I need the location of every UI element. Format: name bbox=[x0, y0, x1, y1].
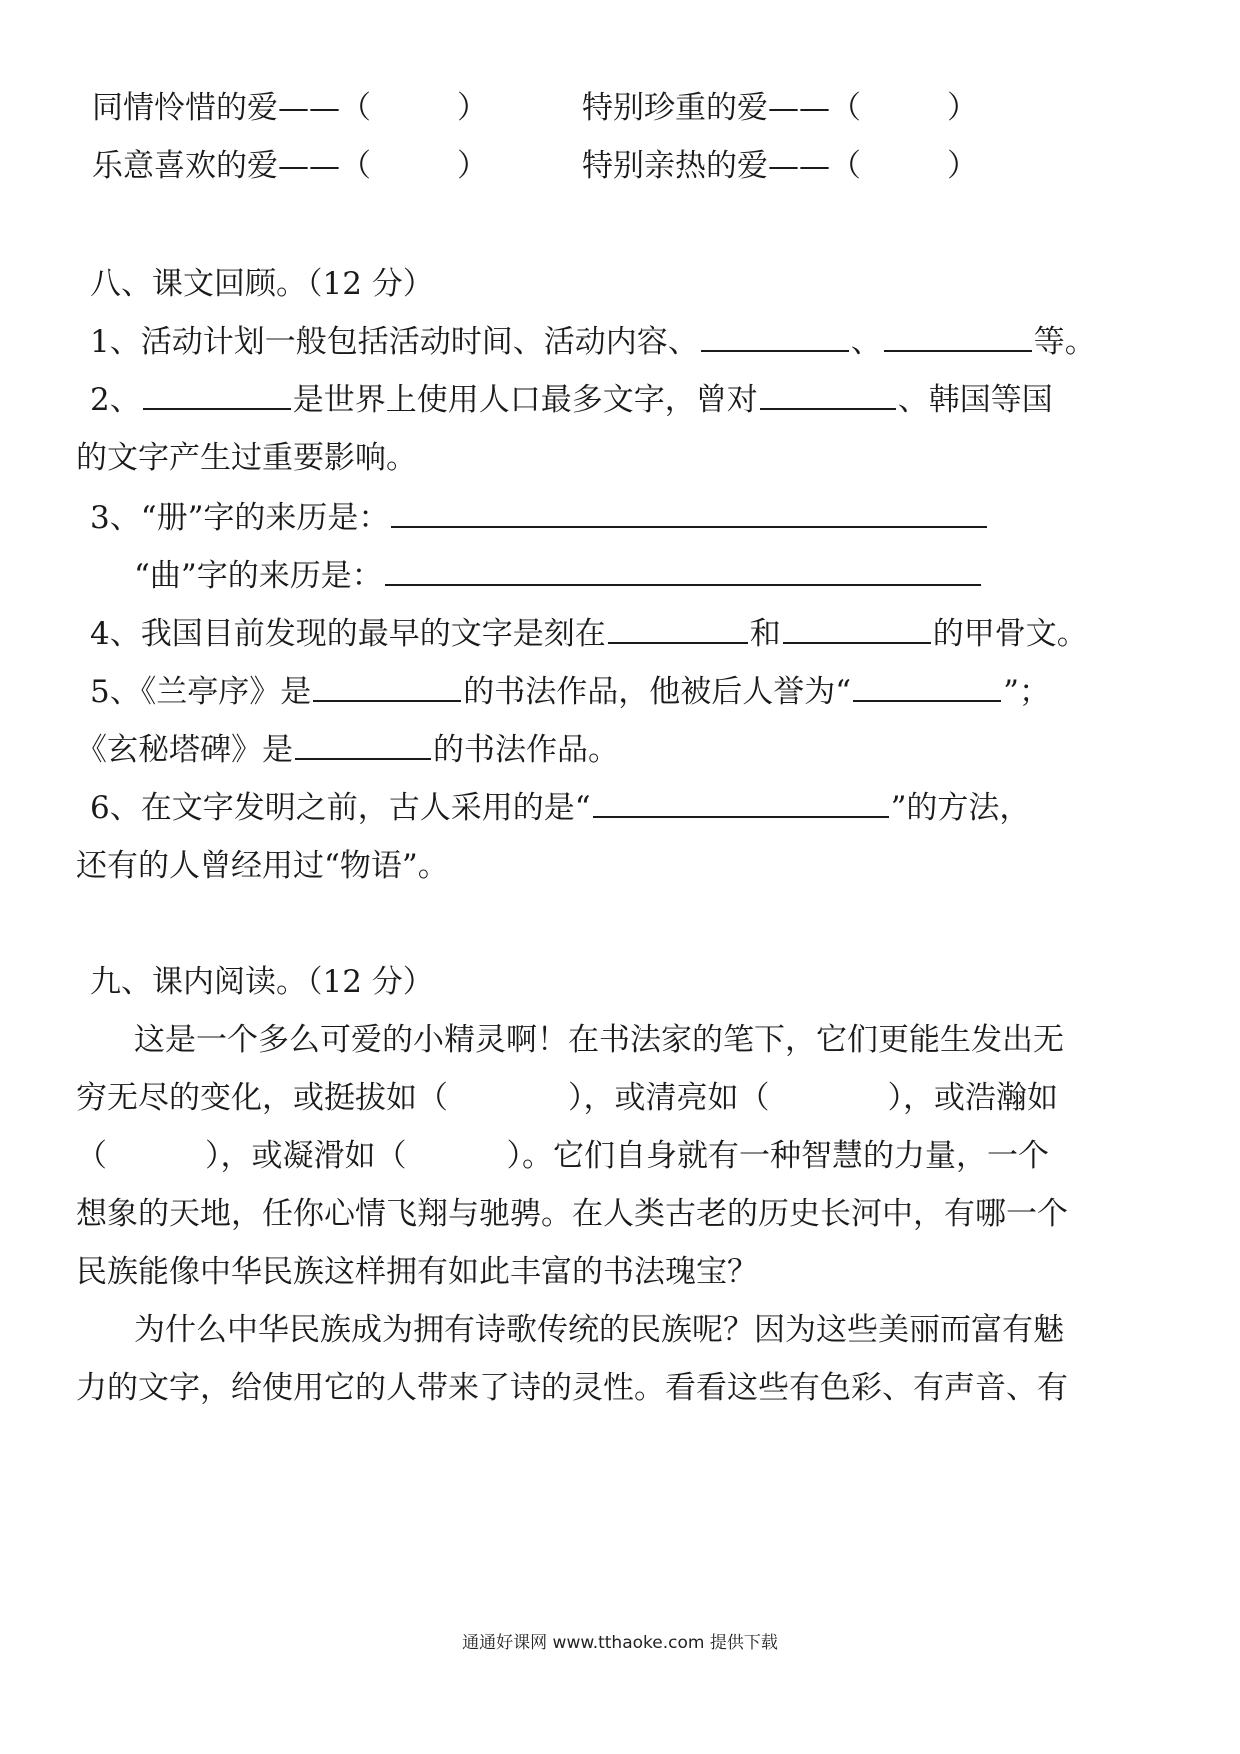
answer-blank[interactable] bbox=[593, 790, 889, 818]
question-5-cont bbox=[76, 730, 619, 770]
passage-line: 力的文字，给使用它的人带来了诗的灵性。看看这些有色彩、有声音、有 bbox=[76, 1370, 1068, 1406]
question-3b bbox=[134, 556, 983, 596]
love-item-sympathy bbox=[92, 88, 488, 128]
q3-text-b: “曲”字的来历是： bbox=[134, 558, 383, 594]
love-item-cherish bbox=[582, 88, 978, 128]
item-close: ） bbox=[457, 90, 488, 126]
answer-blank[interactable] bbox=[391, 500, 987, 528]
answer-blank[interactable] bbox=[608, 616, 748, 644]
q6-text-a: 6、在文字发明之前，古人采用的是“ bbox=[90, 790, 591, 826]
passage-line bbox=[76, 1136, 1049, 1176]
question-6-cont: 还有的人曾经用过“物语”。 bbox=[76, 848, 449, 884]
question-1 bbox=[90, 322, 1096, 362]
passage-line bbox=[76, 1078, 1058, 1118]
q2-text-c: 、韩国等国 bbox=[897, 382, 1053, 418]
question-2-cont: 的文字产生过重要影响。 bbox=[76, 440, 417, 476]
answer-blank[interactable] bbox=[295, 732, 431, 760]
q2-text-b: 是世界上使用人口最多文字，曾对 bbox=[292, 382, 758, 418]
item-text: 特别珍重的爱——（ bbox=[582, 90, 861, 126]
item-text: 特别亲热的爱——（ bbox=[582, 148, 861, 184]
item-close: ） bbox=[947, 90, 978, 126]
answer-blank[interactable] bbox=[143, 382, 291, 410]
passage-line: 民族能像中华民族这样拥有如此丰富的书法瑰宝？ bbox=[76, 1254, 758, 1290]
answer-blank[interactable] bbox=[313, 674, 461, 702]
passage-line: 想象的天地，任你心情飞翔与驰骋。在人类古老的历史长河中，有哪一个 bbox=[76, 1196, 1068, 1232]
love-item-affection bbox=[582, 146, 978, 186]
footer-download-note: 通通好课网 www.tthaoke.com 提供下载 bbox=[462, 1633, 778, 1653]
item-close: ） bbox=[947, 148, 978, 184]
section8-heading: 八、课文回顾。（12 分） bbox=[90, 266, 434, 302]
passage-text: ），或浩瀚如 bbox=[887, 1080, 1058, 1116]
answer-blank[interactable] bbox=[853, 674, 1001, 702]
question-2 bbox=[90, 380, 1053, 420]
q1-text-c: 等。 bbox=[1033, 324, 1096, 360]
passage-line: 为什么中华民族成为拥有诗歌传统的民族呢？因为这些美丽而富有魅 bbox=[134, 1312, 1064, 1348]
answer-blank[interactable] bbox=[701, 324, 849, 352]
answer-blank[interactable] bbox=[783, 616, 931, 644]
answer-blank[interactable] bbox=[385, 558, 981, 586]
q5-text-d: 《玄秘塔碑》是 bbox=[76, 732, 293, 768]
passage-text: ）。它们自身就有一种智慧的力量，一个 bbox=[506, 1138, 1049, 1174]
passage-text: ），或凝滑如（ bbox=[205, 1138, 407, 1174]
question-3a bbox=[90, 498, 989, 538]
q2-text-a: 2、 bbox=[90, 382, 141, 418]
passage-line: 这是一个多么可爱的小精灵啊！在书法家的笔下，它们更能生发出无 bbox=[134, 1022, 1064, 1058]
passage-text: ），或清亮如（ bbox=[568, 1080, 770, 1116]
q3-text-a: 3、“册”字的来历是： bbox=[90, 500, 390, 536]
answer-blank[interactable] bbox=[884, 324, 1032, 352]
q4-text-b: 和 bbox=[749, 616, 781, 652]
item-close: ） bbox=[457, 148, 488, 184]
question-6 bbox=[90, 788, 1030, 828]
love-item-fondness bbox=[92, 146, 488, 186]
section9-heading: 九、课内阅读。（12 分） bbox=[90, 964, 434, 1000]
q6-text-b: ”的方法， bbox=[890, 790, 1031, 826]
q4-text-c: 的甲骨文。 bbox=[932, 616, 1088, 652]
question-5 bbox=[90, 672, 1050, 712]
passage-text: 穷无尽的变化，或挺拔如（ bbox=[76, 1080, 448, 1116]
q4-text-a: 4、我国目前发现的最早的文字是刻在 bbox=[90, 616, 606, 652]
q1-text-a: 1、活动计划一般包括活动时间、活动内容、 bbox=[90, 324, 699, 360]
q1-text-b: 、 bbox=[850, 324, 882, 360]
q5-text-a: 5、《兰亭序》是 bbox=[90, 674, 312, 710]
question-4 bbox=[90, 614, 1088, 654]
q5-text-e: 的书法作品。 bbox=[433, 732, 619, 768]
item-text: 同情怜惜的爱——（ bbox=[92, 90, 371, 126]
q5-text-b: 的书法作品，他被后人誉为“ bbox=[463, 674, 852, 710]
answer-blank[interactable] bbox=[760, 382, 896, 410]
passage-text: （ bbox=[76, 1138, 107, 1174]
q5-text-c: ”； bbox=[1003, 674, 1050, 710]
item-text: 乐意喜欢的爱——（ bbox=[92, 148, 371, 184]
